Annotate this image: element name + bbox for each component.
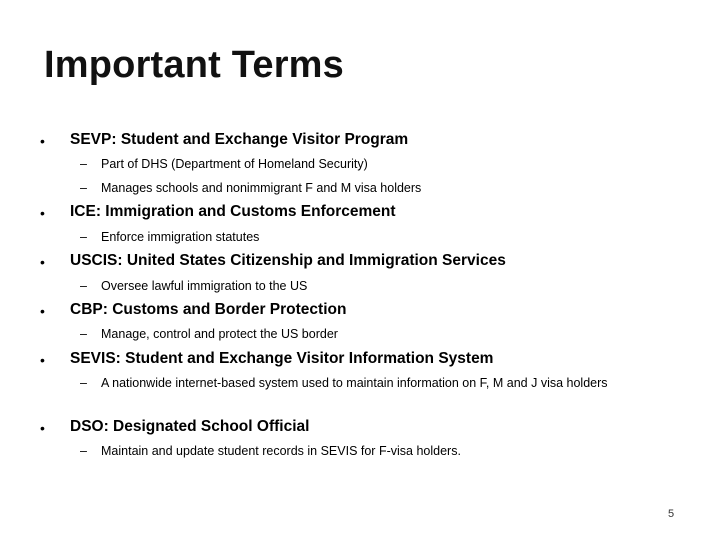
dash-icon: –: [80, 376, 87, 390]
dash-icon: –: [80, 327, 87, 341]
bullet-icon: •: [40, 133, 45, 149]
dash-icon: –: [80, 279, 87, 293]
page-title: Important Terms: [44, 44, 345, 86]
bullet-icon: •: [40, 420, 45, 436]
sub-item: [80, 325, 670, 344]
bullet-icon: •: [40, 352, 45, 368]
term-heading: ICE: Immigration and Customs Enforcement: [70, 203, 396, 220]
sub-item-text: Oversee lawful immigration to the US: [101, 279, 308, 293]
sub-item-text: Manages schools and nonimmigrant F and M visa holders: [101, 181, 422, 195]
sub-item: [80, 228, 670, 247]
dash-icon: –: [80, 181, 87, 195]
term-heading: CBP: Customs and Border Protection: [70, 301, 347, 318]
sub-item-text: Part of DHS (Department of Homeland Security): [101, 157, 368, 171]
term-heading: USCIS: United States Citizenship and Immigration Services: [70, 252, 506, 269]
dash-icon: –: [80, 444, 87, 458]
sub-item: [80, 155, 670, 174]
term-heading: DSO: Designated School Official: [70, 418, 310, 435]
sub-item: [80, 442, 670, 461]
sub-item-text: Manage, control and protect the US border: [101, 327, 338, 341]
sub-item-text: A nationwide internet-based system used to maintain information on F, M and J visa holders: [101, 376, 608, 390]
sub-item: [80, 179, 670, 198]
dash-icon: –: [80, 157, 87, 171]
bullet-icon: •: [40, 303, 45, 319]
bullet-icon: •: [40, 254, 45, 270]
sub-item: [80, 374, 670, 393]
term-heading: SEVIS: Student and Exchange Visitor Information System: [70, 350, 494, 367]
dash-icon: –: [80, 230, 87, 244]
sub-item-text: Maintain and update student records in SEVIS for F-visa holders.: [101, 444, 461, 458]
term-heading: SEVP: Student and Exchange Visitor Program: [70, 131, 409, 148]
sub-item: [80, 277, 670, 296]
bullet-icon: •: [40, 205, 45, 221]
page-number: 5: [668, 508, 675, 520]
sub-item-text: Enforce immigration statutes: [101, 230, 260, 244]
